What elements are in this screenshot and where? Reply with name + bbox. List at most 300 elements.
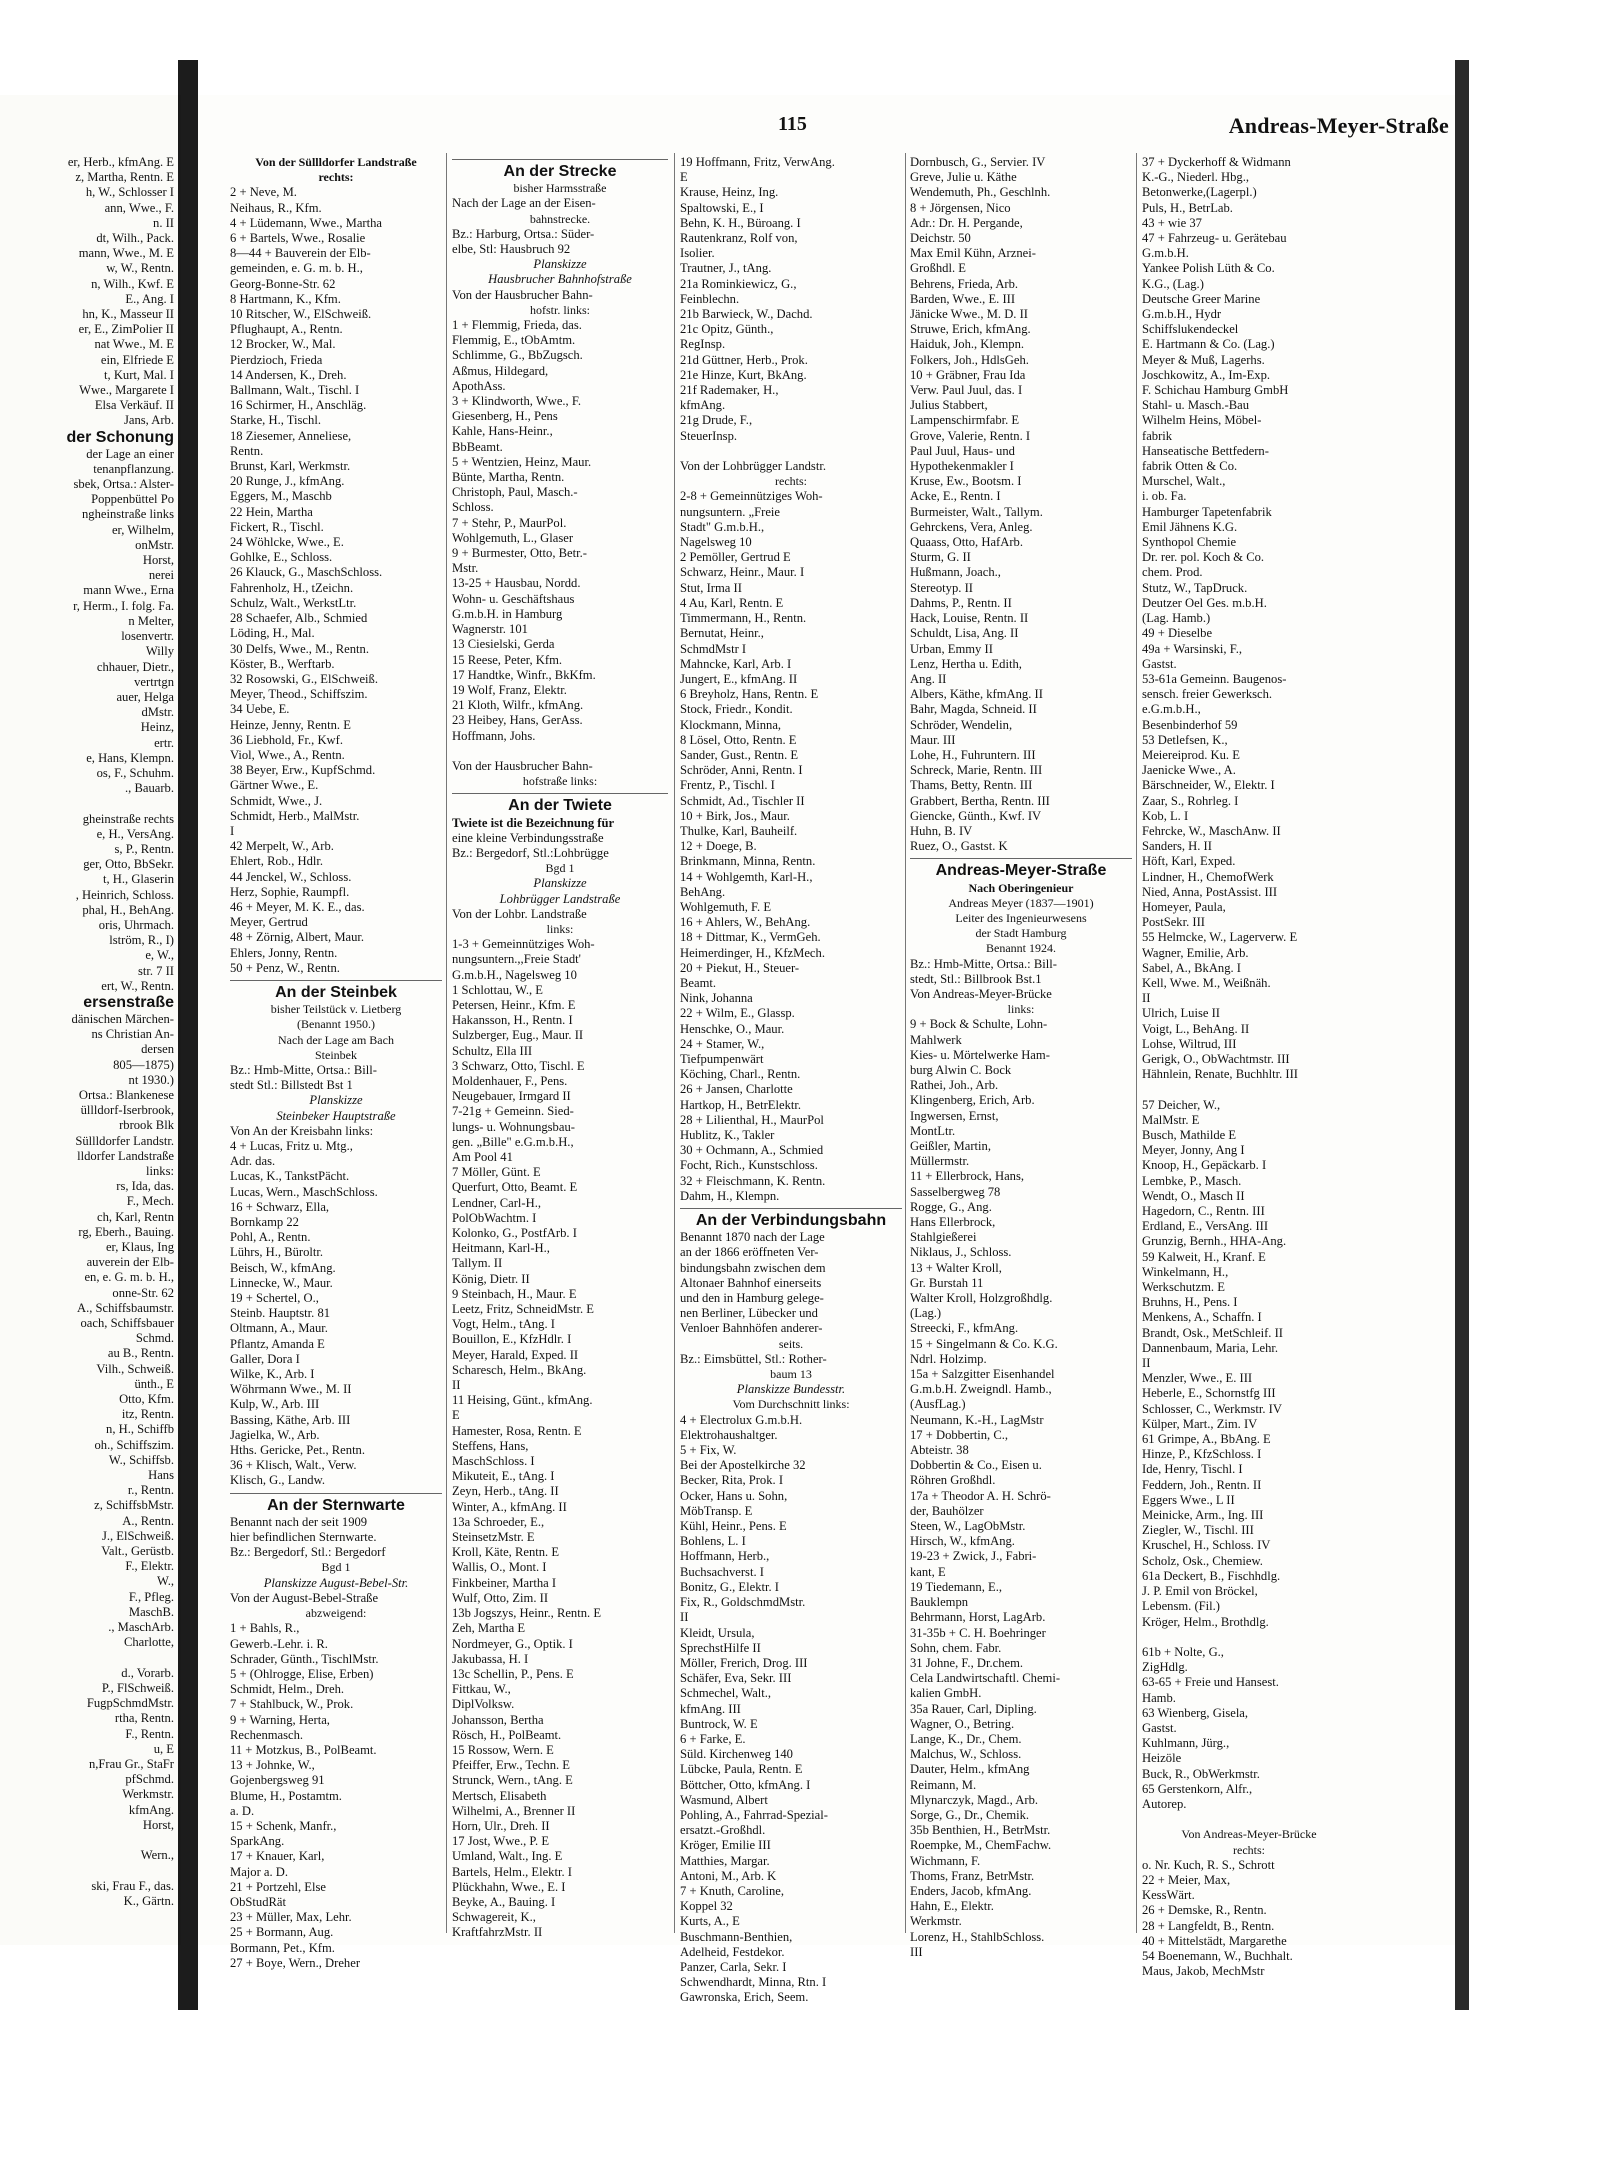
directory-entry: Maur. III: [910, 732, 956, 747]
directory-entry: Kühl, Heinr., Pens. E: [680, 1519, 787, 1534]
directory-entry: Von An der Kreisbahn links:: [230, 1123, 374, 1138]
directory-entry: PolObWachtm. I: [452, 1210, 537, 1225]
directory-entry: Schulz, Walt., WerkstLtr.: [230, 595, 357, 610]
directory-entry: Lebensm. (Fil.): [1142, 1599, 1220, 1614]
directory-entry: 19 Wolf, Franz, Elektr.: [452, 682, 567, 697]
directory-entry: 24 + Stamer, W.,: [680, 1036, 765, 1051]
directory-entry: Joschkowitz, A., Im-Exp.: [1142, 367, 1271, 382]
directory-entry: Wohn- u. Geschäftshaus: [452, 591, 575, 606]
directory-entry: Bauklempn: [910, 1595, 969, 1610]
directory-entry: III: [910, 1944, 923, 1959]
directory-entry: F., Elektr.: [125, 1559, 174, 1574]
directory-entry: itz, Rentn.: [121, 1407, 174, 1422]
directory-entry: Johansson, Bertha: [452, 1712, 544, 1727]
directory-entry: PostSekr. III: [1142, 915, 1205, 930]
directory-entry: Feinblechn.: [680, 291, 740, 306]
directory-entry: nungsuntern. „Freie: [680, 504, 781, 519]
directory-entry: Dauter, Helm., kfmAng: [910, 1762, 1030, 1777]
directory-entry: Sulzberger, Eug., Maur. II: [452, 1028, 584, 1043]
street-heading: An der Steinbek: [230, 980, 442, 1000]
directory-entry: 50 + Penz, W., Rentn.: [230, 960, 340, 975]
directory-entry: Nagelsweg 10: [680, 535, 752, 550]
directory-entry: 3 + Klindworth, Wwe., F.: [452, 394, 581, 409]
directory-entry: [66, 796, 174, 811]
directory-entry: Jungert, E., kfmAng. II: [680, 671, 798, 686]
directory-entry: Fix, R., GoldschmdMstr.: [680, 1595, 806, 1610]
directory-entry: rs, Ida, das.: [116, 1179, 174, 1194]
directory-entry: Schröder, Anni, Rentn. I: [680, 763, 803, 778]
directory-entry: 8—44 + Bauverein der Elb-: [230, 246, 371, 261]
directory-entry: Steffens, Hans,: [452, 1438, 529, 1453]
directory-entry: [66, 1833, 174, 1848]
directory-entry: Wwe., Margarete I: [79, 383, 174, 398]
directory-entry: KessWärt.: [1142, 1888, 1195, 1903]
directory-entry: Sturm, G. II: [910, 550, 971, 565]
directory-entry: Kulp, W., Arb. III: [230, 1397, 320, 1412]
directory-entry: 61a Deckert, B., Fischhdlg.: [1142, 1568, 1281, 1583]
directory-entry: 13a Schroeder, E.,: [452, 1514, 545, 1529]
directory-entry: Wern.,: [140, 1848, 174, 1863]
directory-entry: Heinze, Jenny, Rentn. E: [230, 717, 351, 732]
directory-entry: Lorenz, H., StahlbSchloss.: [910, 1929, 1045, 1944]
directory-entry: Plückhahn, Wwe., E. I: [452, 1879, 566, 1894]
directory-entry: Hakansson, H., Rentn. I: [452, 1013, 573, 1028]
directory-entry: Schmidt, Herb., MalMstr.: [230, 808, 360, 823]
directory-entry: Eggers Wwe., L II: [1142, 1492, 1235, 1507]
directory-entry: s, P., Rentn.: [114, 841, 174, 856]
directory-entry: 35a Rauer, Carl, Dipling.: [910, 1701, 1037, 1716]
directory-entry: Stadt" G.m.b.H.,: [680, 519, 765, 534]
directory-entry: RegInsp.: [680, 337, 726, 352]
directory-entry: 32 Rosowski, G., ElSchweiß.: [230, 671, 378, 686]
directory-entry: Böttcher, Otto, kfmAng. I: [680, 1777, 811, 1792]
street-heading: An der Verbindungsbahn: [680, 1208, 902, 1228]
directory-entry: Heimerdinger, H., KfzMech.: [680, 945, 825, 960]
directory-entry: Quaass, Otto, HafArb.: [910, 535, 1023, 550]
directory-entry: Poppenbüttel Po: [91, 492, 174, 507]
directory-entry: Schiffslukendeckel: [1142, 322, 1239, 337]
directory-entry: 7 + Stehr, P., MaurPol.: [452, 515, 567, 530]
directory-entry: n. II: [153, 215, 174, 230]
directory-entry: ObStudRät: [230, 1894, 286, 1909]
directory-entry: onne-Str. 62: [112, 1285, 174, 1300]
directory-entry: dMstr.: [141, 705, 174, 720]
directory-entry: Stock, Friedr., Kondit.: [680, 702, 793, 717]
facing-page-text: [66, 155, 174, 1909]
directory-entry: er, Wilhelm,: [111, 522, 174, 537]
directory-entry: Streecki, F., kfmAng.: [910, 1321, 1019, 1336]
directory-entry: Charlotte,: [123, 1635, 174, 1650]
directory-entry: links:: [1007, 1002, 1035, 1017]
directory-entry: 30 + Ochmann, A., Schmied: [680, 1143, 824, 1158]
directory-entry: Mahlwerk: [910, 1032, 962, 1047]
directory-entry: Wendt, O., Masch II: [1142, 1188, 1245, 1203]
directory-entry: nat Wwe., M. E: [94, 337, 174, 352]
directory-entry: Paul Juul, Haus- und: [910, 443, 1015, 458]
directory-entry: phal, H., BehAng.: [82, 902, 174, 917]
directory-entry: G.m.b.H. Zweigndl. Hamb.,: [910, 1382, 1052, 1397]
directory-entry: Schmidt, Helm., Dreh.: [230, 1682, 345, 1697]
directory-entry: Bahr, Magda, Schneid. II: [910, 702, 1037, 717]
directory-entry: II: [1142, 1356, 1151, 1371]
directory-entry: vertrtgn: [134, 674, 174, 689]
column-rule: [1136, 153, 1137, 1933]
directory-entry: 17 Handtke, Winfr., BkKfm.: [452, 667, 596, 682]
directory-entry: o. Nr. Kuch, R. S., Schrott: [1142, 1857, 1275, 1872]
directory-entry: kalien GmbH.: [910, 1686, 982, 1701]
column-2: [452, 155, 668, 1940]
directory-entry: 6 Breyholz, Hans, Rentn. E: [680, 687, 819, 702]
directory-entry: Gawronska, Erich, Seem.: [680, 1990, 809, 2005]
directory-entry: Bonitz, G., Elektr. I: [680, 1579, 779, 1594]
directory-entry: Ingwersen, Ernst,: [910, 1108, 999, 1123]
directory-entry: und den in Hamburg gelege-: [680, 1291, 824, 1306]
directory-entry: Fahrenholz, H., tZeichn.: [230, 580, 354, 595]
directory-entry: 59 Kalweit, H., Kranf. E: [1142, 1249, 1266, 1264]
directory-entry: Nach der Lage am Bach: [278, 1032, 394, 1047]
directory-entry: Lohbrügger Landstraße: [499, 891, 621, 906]
directory-entry: Schröder, Wendelin,: [910, 717, 1013, 732]
directory-entry: Dahm, H., Klempn.: [680, 1188, 780, 1203]
directory-entry: Haiduk, Joh., Klempn.: [910, 337, 1025, 352]
directory-entry: kfmAng.: [680, 398, 726, 413]
directory-entry: Tallym. II: [452, 1256, 503, 1271]
directory-entry: 31 Johne, F., Dr.chem.: [910, 1655, 1024, 1670]
directory-entry: ngheinstraße links: [82, 507, 174, 522]
directory-entry: Werkschutzm. E: [1142, 1280, 1225, 1295]
directory-entry: 53-61a Gemeinn. Baugenos-: [1142, 671, 1287, 686]
directory-entry: der Stadt Hamburg: [975, 926, 1067, 941]
directory-entry: 36 + Klisch, Walt., Verw.: [230, 1458, 357, 1473]
directory-entry: F., Pfleg.: [128, 1589, 174, 1604]
directory-entry: Kurts, A., E: [680, 1914, 740, 1929]
directory-entry: BehAng.: [680, 884, 726, 899]
directory-entry: a. D.: [230, 1803, 255, 1818]
directory-entry: Otto, Kfm.: [119, 1392, 174, 1407]
directory-entry: Von der Lohbrügger Landstr.: [680, 459, 826, 474]
directory-entry: Pierdzioch, Frieda: [230, 352, 323, 367]
directory-entry: links:: [546, 921, 574, 936]
directory-entry: Vilh., Schweiß.: [96, 1361, 174, 1376]
directory-entry: Matthies, Margar.: [680, 1853, 770, 1868]
directory-entry: G.m.b.H. in Hamburg: [452, 606, 563, 621]
directory-entry: Bassing, Käthe, Arb. III: [230, 1412, 351, 1427]
directory-entry: 63-65 + Freie und Hansest.: [1142, 1675, 1279, 1690]
column-rule: [446, 153, 447, 1933]
directory-entry: Wagner, Emilie, Arb.: [1142, 945, 1249, 960]
directory-entry: Meyer, Gertrud: [230, 915, 308, 930]
directory-entry: rechts:: [318, 170, 354, 185]
directory-entry: Becker, Rita, Prok. I: [680, 1473, 784, 1488]
directory-entry: 9 + Warning, Herta,: [230, 1712, 330, 1727]
directory-entry: Lindner, H., ChemofWerk: [1142, 869, 1274, 884]
directory-entry: mann Wwe., Erna: [83, 583, 174, 598]
directory-entry: mann, Wwe., M. E: [78, 246, 174, 261]
directory-entry: 28 + Langfeldt, B., Rentn.: [1142, 1918, 1275, 1933]
directory-entry: Synthopol Chemie: [1142, 535, 1237, 550]
directory-entry: d., Vorarb.: [121, 1665, 174, 1680]
directory-entry: , Heinrich, Schloss.: [75, 887, 174, 902]
directory-entry: 11 + Motzkus, B., PolBeamt.: [230, 1742, 377, 1757]
directory-entry: Kleidt, Ursula,: [680, 1625, 755, 1640]
directory-entry: fabrik Otten & Co.: [1142, 459, 1238, 474]
directory-entry: Mstr.: [452, 561, 479, 576]
column-4: [910, 155, 1132, 1959]
directory-entry: Hanseatische Bettfedern-: [1142, 443, 1269, 458]
directory-entry: Schmd.: [135, 1331, 174, 1346]
directory-entry: z, Martha, Rentn. E: [75, 170, 174, 185]
directory-entry: Schwarz, Heinr., Maur. I: [680, 565, 805, 580]
directory-entry: 23 Heibey, Hans, GerAss.: [452, 713, 583, 728]
directory-entry: Von Andreas-Meyer-Brücke: [910, 986, 1052, 1001]
column-rule: [674, 153, 675, 1933]
directory-entry: elbe, Stl: Hausbruch 92: [452, 242, 571, 257]
directory-entry: MöbTransp. E: [680, 1503, 753, 1518]
directory-entry: 40 + Mittelstädt, Margarethe: [1142, 1933, 1287, 1948]
directory-entry: MontLtr.: [910, 1123, 956, 1138]
directory-entry: Giesenberg, H., Pens: [452, 409, 558, 424]
directory-entry: Tiefpumpenwärt: [680, 1051, 764, 1066]
directory-entry: Ehlers, Jonny, Rentn.: [230, 945, 338, 960]
directory-entry: nt 1930.): [128, 1072, 174, 1087]
directory-entry: Mikuteit, E., tAng. I: [452, 1469, 555, 1484]
directory-entry: 19 Hoffmann, Fritz, VerwAng.: [680, 155, 835, 169]
directory-entry: [452, 744, 668, 759]
directory-entry: Rautenkranz, Rolf von,: [680, 231, 798, 246]
directory-entry: chem. Prod.: [1142, 565, 1203, 580]
directory-entry: Hublitz, K., Takler: [680, 1128, 775, 1142]
directory-entry: Kruse, Ew., Bootsm. I: [910, 474, 1022, 489]
directory-entry: 16 + Ahlers, W., BehAng.: [680, 915, 811, 930]
book-gutter: [178, 60, 198, 2010]
directory-entry: Betonwerke,(Lagerpl.): [1142, 185, 1257, 200]
directory-entry: Großhdl. E: [910, 261, 966, 276]
directory-entry: BbBeamt.: [452, 439, 503, 454]
directory-entry: 19-23 + Zwick, J., Fabri-: [910, 1549, 1037, 1564]
directory-entry: auer, Helga: [116, 689, 174, 704]
directory-entry: Puls, H., BetrLab.: [1142, 200, 1233, 215]
directory-entry: Ortsa.: Blankenese: [78, 1087, 174, 1102]
directory-entry: G.m.b.H., Nagelsweg 10: [452, 967, 577, 982]
directory-entry: König, Dietr. II: [452, 1271, 530, 1286]
directory-entry: Scharesch, Helm., BkAng.: [452, 1362, 587, 1377]
directory-entry: Yankee Polish Lüth & Co.: [1142, 261, 1275, 276]
directory-entry: Deutsche Greer Marine: [1142, 291, 1261, 306]
directory-entry: Buchsachverst. I: [680, 1564, 764, 1579]
directory-entry: Gr. Burstah 11: [910, 1275, 984, 1290]
directory-entry: Timmermann, H., Rentn.: [680, 611, 807, 626]
directory-entry: er, Herb., kfmAng. E: [67, 155, 174, 169]
column-rule: [905, 153, 906, 1933]
directory-entry: W.,: [156, 1574, 174, 1589]
directory-entry: Burmeister, Walt., Tallym.: [910, 504, 1043, 519]
directory-entry: 38 Beyer, Erw., KupfSchmd.: [230, 763, 376, 778]
directory-entry: FugpSchmdMstr.: [86, 1696, 174, 1711]
directory-entry: 13 + Johnke, W.,: [230, 1758, 315, 1773]
directory-entry: Wulf, Otto, Zim. II: [452, 1590, 549, 1605]
directory-entry: Heinz,: [140, 720, 174, 735]
directory-entry: 10 Ritscher, W., ElSchweiß.: [230, 307, 372, 322]
directory-entry: ert, W., Rentn.: [101, 978, 174, 993]
directory-entry: A., Schiffsbaumstr.: [76, 1300, 174, 1315]
directory-entry: Moldenhauer, F., Pens.: [452, 1073, 568, 1088]
directory-entry: Stahl- u. Masch.-Bau: [1142, 398, 1250, 413]
directory-entry: Oltmann, A., Maur.: [230, 1321, 328, 1336]
directory-entry: 21 Kloth, Wilfr., kfmAng.: [452, 698, 584, 713]
directory-entry: Lange, K., Dr., Chem.: [910, 1731, 1022, 1746]
directory-entry: Dornbusch, G., Servier. IV: [910, 155, 1046, 169]
directory-entry: Von der August-Bebel-Straße: [230, 1590, 379, 1605]
street-heading: An der Strecke: [452, 159, 668, 179]
directory-entry: Fickert, R., Tischl.: [230, 519, 324, 534]
directory-entry: baum 13: [770, 1367, 812, 1382]
directory-entry: Wilhelmi, A., Brenner II: [452, 1803, 576, 1818]
directory-entry: ., Bauarb.: [125, 781, 174, 796]
column-3: [680, 155, 902, 2005]
directory-entry: [1142, 1082, 1356, 1097]
directory-entry: oh., Schiffszim.: [94, 1437, 174, 1452]
directory-entry: Gastst.: [1142, 656, 1177, 671]
directory-entry: Ide, Henry, Tischl. I: [1142, 1462, 1243, 1477]
directory-entry: 48 + Zörnig, Albert, Maur.: [230, 930, 365, 945]
directory-entry: Leiter des Ingenieurwesens: [955, 910, 1087, 925]
directory-entry: stedt, Stl.: Billbrook Bst.1: [910, 971, 1042, 986]
directory-entry: Bornkamp 22: [230, 1215, 299, 1230]
directory-entry: Winkelmann, H.,: [1142, 1264, 1229, 1279]
directory-entry: 24 Wöhlcke, Wwe., E.: [230, 535, 344, 550]
directory-entry: t, Kurt, Mal. I: [104, 367, 174, 382]
directory-entry: Greve, Julie u. Käthe: [910, 170, 1017, 185]
directory-entry: 22 + Meier, Max,: [1142, 1872, 1231, 1887]
directory-entry: Brunst, Karl, Werkmstr.: [230, 459, 351, 474]
directory-entry: Umland, Walt., Ing. E: [452, 1849, 563, 1864]
directory-entry: Bz.: Hmb-Mitte, Ortsa.: Bill-: [230, 1062, 377, 1077]
directory-entry: Jakubassa, H. I: [452, 1651, 529, 1666]
directory-entry: i. ob. Fa.: [1142, 489, 1187, 504]
directory-entry: Verw. Paul Juul, das. I: [910, 383, 1023, 398]
directory-entry: bisher Teilstück v. Lietberg: [270, 1002, 402, 1017]
directory-entry: Lenz, Hertha u. Edith,: [910, 656, 1022, 671]
directory-entry: Hußmann, Joach.,: [910, 565, 1001, 580]
directory-entry: K.G., (Lag.): [1142, 276, 1204, 291]
directory-entry: 9 Steinbach, H., Maur. E: [452, 1286, 577, 1301]
directory-entry: Lucas, Wern., MaschSchloss.: [230, 1184, 378, 1199]
directory-entry: Dahms, P., Rentn. II: [910, 595, 1012, 610]
directory-entry: Gastst.: [1142, 1720, 1177, 1735]
directory-entry: e, Hans, Klempn.: [86, 750, 174, 765]
directory-entry: 28 Schaefer, Alb., Schmied: [230, 611, 368, 626]
directory-entry: J. P. Emil von Bröckel,: [1142, 1584, 1258, 1599]
directory-entry: Löding, H., Mal.: [230, 626, 315, 641]
directory-entry: bindungsbahn zwischen dem: [680, 1260, 826, 1275]
directory-entry: 53 Detlefsen, K.,: [1142, 732, 1228, 747]
directory-entry: Reimann, M.: [910, 1777, 977, 1792]
directory-entry: Max Emil Kühn, Arznei-: [910, 246, 1036, 261]
directory-entry: Eggers, M., Maschb: [230, 489, 332, 504]
directory-entry: Behn, K. H., Büroang. I: [680, 215, 801, 230]
directory-entry: 63 Wienberg, Gisela,: [1142, 1705, 1249, 1720]
directory-entry: e, H., VersAng.: [96, 826, 174, 841]
directory-entry: Schuldt, Lisa, Ang. II: [910, 626, 1019, 641]
directory-entry: Wilhelm Heins, Möbel-: [1142, 413, 1262, 428]
directory-entry: Meyer & Muß, Lagerhs.: [1142, 352, 1265, 367]
directory-entry: Kroll, Käte, Rentn. E: [452, 1545, 560, 1560]
directory-entry: Höft, Karl, Exped.: [1142, 854, 1236, 869]
directory-entry: 16 + Schwarz, Ella,: [230, 1199, 330, 1214]
directory-entry: Beamt.: [680, 975, 717, 990]
directory-entry: (Benannt 1950.): [297, 1017, 375, 1032]
directory-entry: Bartels, Helm., Elektr. I: [452, 1864, 572, 1879]
directory-entry: [1142, 1812, 1356, 1827]
directory-entry: Wichmann, F.: [910, 1853, 981, 1868]
directory-entry: Menzler, Wwe., E. III: [1142, 1371, 1253, 1386]
directory-entry: eine kleine Verbindungsstraße: [452, 830, 604, 845]
street-heading: der Schonung: [66, 428, 174, 446]
directory-entry: II: [452, 1378, 461, 1393]
directory-entry: 6 + Bartels, Wwe., Rosalie: [230, 231, 366, 246]
directory-entry: 13 Ciesielski, Gerda: [452, 637, 555, 652]
directory-entry: Wilke, K., Arb. I: [230, 1367, 315, 1382]
directory-entry: Andreas Meyer (1837—1901): [948, 895, 1094, 910]
directory-entry: 36 Liebhold, Fr., Kwf.: [230, 732, 343, 747]
directory-entry: [66, 1863, 174, 1878]
directory-entry: Bohlens, L. I: [680, 1534, 746, 1549]
directory-entry: Maus, Jakob, MechMstr: [1142, 1964, 1265, 1979]
directory-entry: 18 Ziesemer, Anneliese,: [230, 428, 352, 443]
directory-entry: J., ElSchweiß.: [101, 1528, 174, 1543]
directory-entry: auverein der Elb-: [86, 1255, 174, 1270]
directory-entry: 26 + Jansen, Charlotte: [680, 1082, 793, 1097]
column-5: [1142, 155, 1356, 1979]
directory-entry: Rathei, Joh., Arb.: [910, 1078, 999, 1093]
directory-entry: Pflughaupt, A., Rentn.: [230, 322, 343, 337]
directory-entry: E., Ang. I: [125, 291, 174, 306]
directory-entry: 26 + Demske, R., Rentn.: [1142, 1903, 1267, 1918]
directory-entry: üllldorf-Iserbrook,: [80, 1103, 174, 1118]
directory-entry: Kob, L. I: [1142, 808, 1189, 823]
directory-entry: Von der Lohbr. Landstraße: [452, 906, 587, 921]
directory-entry: Besenbinderhof 59: [1142, 717, 1238, 732]
directory-entry: n, Wilh., Kwf. E: [91, 276, 174, 291]
directory-entry: Ruez, O., Gastst. K: [910, 839, 1008, 854]
directory-entry: Autorep.: [1142, 1796, 1187, 1811]
directory-entry: rbrook Blk: [119, 1118, 174, 1133]
directory-entry: Wagner, O., Betring.: [910, 1716, 1015, 1731]
directory-entry: Schlimme, G., BbZugsch.: [452, 348, 583, 363]
directory-entry: e.G.m.b.H.,: [1142, 702, 1201, 717]
directory-entry: Bünte, Martha, Rentn.: [452, 470, 565, 485]
directory-entry: Gärtner Wwe., E.: [230, 778, 319, 793]
directory-entry: W., Schiffsb.: [108, 1452, 174, 1467]
directory-entry: Elektrohaushaltger.: [680, 1427, 778, 1442]
directory-entry: 30 Delfs, Wwe., M., Rentn.: [230, 641, 369, 656]
directory-entry: G.m.b.H., Hydr: [1142, 307, 1222, 322]
page-number: 115: [778, 113, 807, 135]
directory-entry: Horn, Ulr., Dreh. II: [452, 1818, 550, 1833]
directory-entry: Steinb. Hauptstr. 81: [230, 1306, 331, 1321]
directory-entry: Ballmann, Walt., Tischl. I: [230, 383, 360, 398]
directory-entry: ski, Frau F., das.: [91, 1878, 174, 1893]
directory-entry: Von der Süllldorfer Landstraße: [255, 155, 417, 169]
directory-entry: 8 + Jörgensen, Nico: [910, 200, 1011, 215]
directory-entry: Stutz, W., TapDruck.: [1142, 580, 1248, 595]
directory-entry: 17 + Dobbertin, C.,: [910, 1427, 1009, 1442]
directory-entry: 7 + Knuth, Caroline,: [680, 1883, 784, 1898]
directory-entry: 21c Opitz, Günth.,: [680, 322, 774, 337]
directory-entry: 9 + Bock & Schulte, Lohn-: [910, 1017, 1048, 1032]
directory-entry: 20 Runge, J., kfmAng.: [230, 474, 345, 489]
directory-entry: u, E: [153, 1741, 174, 1756]
